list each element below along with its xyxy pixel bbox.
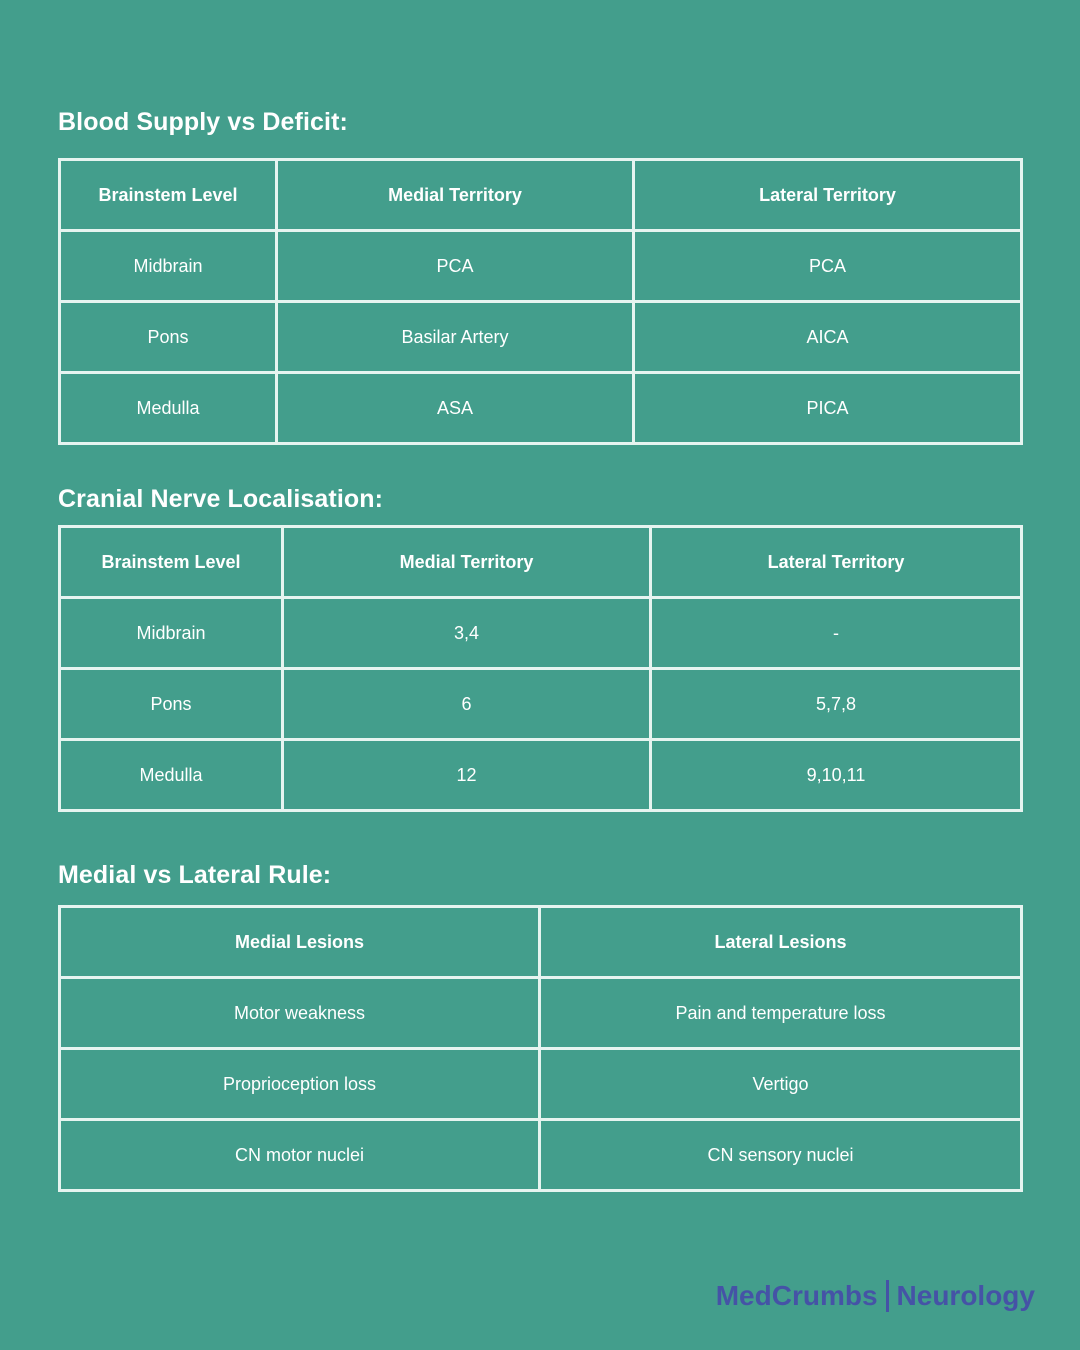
cranial-nerve-table [58, 525, 1023, 812]
cell-level: Midbrain [60, 598, 283, 669]
brand-divider [886, 1280, 889, 1312]
table-row [60, 978, 1022, 1049]
table-header-row [60, 160, 1022, 231]
cell-level: Medulla [60, 740, 283, 811]
blood-supply-title: Blood Supply vs Deficit: [58, 108, 348, 136]
cell-lateral: 9,10,11 [651, 740, 1022, 811]
header-medial-lesions: Medial Lesions [60, 907, 540, 978]
cell-lateral: PCA [634, 231, 1022, 302]
header-lateral-territory: Lateral Territory [651, 527, 1022, 598]
cell-medial: PCA [277, 231, 634, 302]
cell-level: Midbrain [60, 231, 277, 302]
medial-lateral-table [58, 905, 1023, 1192]
cell-medial-lesion: CN motor nuclei [60, 1120, 540, 1191]
cell-lateral: 5,7,8 [651, 669, 1022, 740]
cell-medial-lesion: Proprioception loss [60, 1049, 540, 1120]
header-medial-territory: Medial Territory [277, 160, 634, 231]
cell-level: Medulla [60, 373, 277, 444]
table-row [60, 302, 1022, 373]
cell-lateral: - [651, 598, 1022, 669]
cell-medial-lesion: Motor weakness [60, 978, 540, 1049]
cell-level: Pons [60, 302, 277, 373]
header-brainstem-level: Brainstem Level [60, 160, 277, 231]
table-row [60, 373, 1022, 444]
cell-medial: Basilar Artery [277, 302, 634, 373]
medial-lateral-title: Medial vs Lateral Rule: [58, 861, 332, 889]
cell-lateral-lesion: CN sensory nuclei [540, 1120, 1022, 1191]
cranial-nerve-title: Cranial Nerve Localisation: [58, 485, 384, 513]
cell-lateral: PICA [634, 373, 1022, 444]
cell-lateral-lesion: Pain and temperature loss [540, 978, 1022, 1049]
cell-medial: ASA [277, 373, 634, 444]
cell-lateral: AICA [634, 302, 1022, 373]
cell-level: Pons [60, 669, 283, 740]
cell-lateral-lesion: Vertigo [540, 1049, 1022, 1120]
header-lateral-territory: Lateral Territory [634, 160, 1022, 231]
header-brainstem-level: Brainstem Level [60, 527, 283, 598]
brand-name: MedCrumbs [715, 1280, 878, 1311]
footer-brand [716, 1280, 1035, 1312]
table-row [60, 740, 1022, 811]
table-row [60, 598, 1022, 669]
blood-supply-table [58, 158, 1023, 445]
table-row [60, 231, 1022, 302]
cell-medial: 6 [283, 669, 651, 740]
brand-category: Neurology [896, 1280, 1035, 1311]
cell-medial: 3,4 [283, 598, 651, 669]
table-header-row [60, 527, 1022, 598]
cell-medial: 12 [283, 740, 651, 811]
header-lateral-lesions: Lateral Lesions [540, 907, 1022, 978]
table-row [60, 1120, 1022, 1191]
table-header-row [60, 907, 1022, 978]
header-medial-territory: Medial Territory [283, 527, 651, 598]
table-row [60, 1049, 1022, 1120]
table-row [60, 669, 1022, 740]
